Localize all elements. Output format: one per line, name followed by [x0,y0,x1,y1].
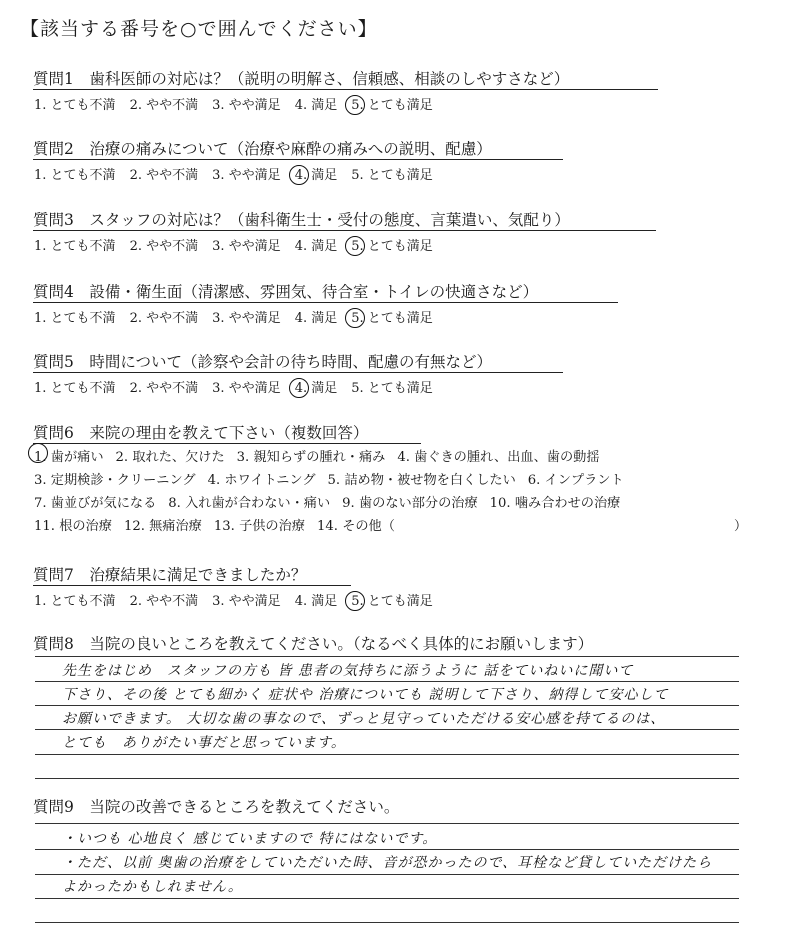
reason-label: 無痛治療 [149,519,202,534]
q9-answer-line: ・いつも 心地良く 感じていますので 特にはないです。 [62,831,438,847]
q6-reason[interactable] [237,446,386,469]
option-label: やや満足 [228,168,281,183]
reason-number: 3. [34,473,47,488]
reason-label: 噛み合わせの治療 [514,496,621,511]
reason-number: 3. [236,450,250,465]
option-4[interactable] [295,307,338,326]
q6-reason[interactable] [317,515,395,538]
reason-number: 12. [123,519,145,534]
option-label: やや不満 [146,239,199,254]
q8-answer-line: 先生をはじめ スタッフの方も 皆 患者の気持ちに添うように 話をていねいに聞いて [62,663,634,679]
option-number: 4. [294,239,308,254]
q2-options [34,164,447,183]
page-header: 【該当する番号を○で囲んでください】 [20,18,378,40]
option-number: 3. [212,381,225,396]
answer-ruled-line [35,823,739,824]
option-label: やや満足 [228,311,281,326]
option-label: やや不満 [146,594,199,609]
q1-title: 質問1 歯科医師の対応は？（説明の明解さ、信頼感、相談のしやすさなど） [33,70,570,88]
reason-label: 歯並びが気になる [50,496,157,511]
option-label: 満足 [311,381,338,396]
reason-label: 根の治療 [59,519,112,534]
option-5[interactable] [351,377,433,396]
option-1[interactable] [34,377,116,396]
option-number: 5. [351,311,364,326]
q6-reason[interactable] [397,446,599,469]
q6-reason[interactable] [342,492,477,515]
reason-label: 入れ歯が合わない・痛い [185,496,331,511]
option-2[interactable] [130,164,199,183]
q1-underline [33,89,658,90]
option-5[interactable] [351,590,433,609]
option-2[interactable] [130,94,199,113]
reason-label: 子供の治療 [239,519,305,534]
option-label: やや不満 [146,98,199,113]
option-number: 1. [34,239,47,254]
option-label: とても満足 [367,98,433,113]
reason-label: 歯が痛い [50,450,104,465]
reason-number: 8. [168,496,181,511]
answer-ruled-line [35,705,739,706]
option-label: とても満足 [367,239,433,254]
option-label: とても満足 [367,168,433,183]
option-number: 1. [34,168,47,183]
reason-label: その他（ [342,519,395,534]
option-label: やや満足 [228,98,281,113]
option-number: 4. [294,381,308,396]
q6-reason[interactable] [214,515,305,538]
reason-label: ホワイトニング [224,473,316,488]
q6-row [34,515,748,538]
option-2[interactable] [130,235,199,254]
q8-answer-line: とても ありがたい事だと思っています。 [62,735,346,751]
q2-underline [33,159,563,160]
answer-ruled-line [35,681,739,682]
option-number: 2. [129,168,142,183]
option-1[interactable] [34,164,116,183]
q7-options [34,590,447,609]
q9-answer-line: よかったかもしれません。 [62,879,243,895]
reason-label: インプラント [544,473,624,488]
option-number: 1. [34,594,47,609]
option-number: 5. [351,594,364,609]
option-4[interactable] [295,94,338,113]
option-number: 5. [351,381,364,396]
reason-label: 定期検診・クリーニング [50,473,196,488]
option-1[interactable] [34,307,116,326]
reason-label: 歯ぐきの腫れ、出血、歯の動揺 [414,450,600,465]
answer-ruled-line [35,849,739,850]
option-number: 4. [294,98,308,113]
reason-number: 14. [317,519,338,534]
q5-underline [33,372,563,373]
option-number: 2. [129,98,142,113]
q9-answer-line: ・ただ、以前 奥歯の治療をしていただいた時、音が恐かったので、耳栓など貸していただけたら [62,855,713,871]
option-label: 満足 [311,168,338,183]
option-number: 3. [212,168,225,183]
reason-number: 6. [527,473,541,488]
answer-ruled-line [35,778,739,779]
option-label: 満足 [311,594,338,609]
option-label: とても不満 [50,381,116,396]
option-number: 4. [294,594,308,609]
option-number: 3. [212,98,225,113]
q3-options [34,235,447,254]
option-label: とても満足 [367,311,433,326]
reason-number: 1. [34,450,47,465]
reason-number: 11. [34,519,55,534]
option-number: 3. [212,311,225,326]
option-label: 満足 [311,311,338,326]
q6-reason[interactable] [34,515,112,538]
option-3[interactable] [212,377,281,396]
option-number: 1. [34,98,47,113]
reason-label: 歯のない部分の治療 [358,496,478,511]
q1-options [34,94,447,113]
q6-title: 質問6 来院の理由を教えて下さい（複数回答） [33,424,369,442]
answer-ruled-line [35,729,739,730]
answer-ruled-line [35,754,739,755]
option-label: とても不満 [50,98,116,113]
answer-ruled-line [35,898,739,899]
option-3[interactable] [212,590,281,609]
q4-options [34,307,447,326]
option-2[interactable] [130,590,199,609]
option-label: とても不満 [50,239,116,254]
option-2[interactable] [130,377,199,396]
q2-title: 質問2 治療の痛みについて（治療や麻酔の痛みへの説明、配慮） [33,140,492,158]
option-label: やや満足 [228,594,281,609]
q5-title: 質問5 時間について（診察や会計の待ち時間、配慮の有無など） [33,353,493,371]
q4-underline [33,302,618,303]
option-label: とても満足 [367,381,433,396]
reason-label: 詰め物・被せ物を白くしたい [344,473,516,488]
option-label: やや満足 [228,239,281,254]
q7-title: 質問7 治療結果に満足できましたか？ [33,566,307,584]
option-number: 5. [351,168,364,183]
q9-title: 質問9 当院の改善できるところを教えてください。 [33,798,400,816]
option-3[interactable] [212,164,281,183]
option-label: 満足 [311,239,338,254]
q4-title: 質問4 設備・衛生面（清潔感、雰囲気、待合室・トイレの快適さなど） [33,283,539,301]
q8-answer-line: お願いできます。 大切な歯の事なので、ずっと見守っていただける安心感を持てるのは、 [62,711,666,727]
q6-row [34,469,636,492]
option-number: 3. [212,239,225,254]
option-number: 5. [351,239,364,254]
q6-reason[interactable] [490,492,621,515]
option-number: 4. [294,311,308,326]
reason-number: 4. [397,450,410,465]
q3-underline [33,230,656,231]
option-5[interactable] [351,307,433,326]
q6-row [34,446,636,469]
option-3[interactable] [212,307,281,326]
answer-ruled-line [35,656,739,657]
option-5[interactable] [351,164,433,183]
option-4[interactable] [295,590,338,609]
option-number: 1. [34,381,47,396]
q6-reason[interactable] [168,492,330,515]
q3-title: 質問3 スタッフの対応は？（歯科衛生士・受付の態度、言葉遣い、気配り） [33,211,570,229]
option-number: 4. [294,168,308,183]
q6-reason[interactable] [528,469,624,492]
q6-reason[interactable] [34,492,156,515]
q6-reason[interactable] [328,469,516,492]
q8-title: 質問8 当院の良いところを教えてください。（なるべく具体的にお願いします） [33,635,594,653]
option-number: 1. [34,311,47,326]
option-label: やや満足 [228,381,281,396]
reason-number: 5. [327,473,341,488]
q8-answer-line: 下さり、その後 とても細かく 症状や 治療についても 説明して下さり、納得して安心して [62,687,669,703]
option-label: とても不満 [50,594,116,609]
option-4[interactable] [295,164,338,183]
option-2[interactable] [130,307,199,326]
q6-reason[interactable] [208,469,316,492]
option-1[interactable] [34,94,116,113]
option-number: 2. [129,239,142,254]
reason-number: 9. [342,496,355,511]
option-label: とても不満 [50,168,116,183]
option-4[interactable] [295,235,338,254]
option-number: 5. [351,98,364,113]
answer-ruled-line [35,922,739,923]
q6-reason[interactable] [124,515,202,538]
q5-options [34,377,447,396]
reason-number: 7. [34,496,47,511]
option-number: 2. [129,311,142,326]
q6-reason[interactable] [116,446,225,469]
option-1[interactable] [34,235,116,254]
option-label: とても満足 [367,594,433,609]
option-5[interactable] [351,235,433,254]
reason-label: 親知らずの腫れ・痛み [253,450,386,465]
option-label: やや不満 [146,311,199,326]
option-label: 満足 [311,98,338,113]
reason-number: 13. [213,519,235,534]
q6-row [34,492,636,515]
reason-label: 取れた、欠けた [132,450,225,465]
reason-number: 4. [207,473,221,488]
answer-ruled-line [35,874,739,875]
option-label: やや不満 [146,381,199,396]
reason-number: 10. [489,496,511,511]
reason-number: 2. [115,450,129,465]
option-number: 3. [212,594,225,609]
q6-underline [33,443,421,444]
option-3[interactable] [212,235,281,254]
option-1[interactable] [34,590,116,609]
option-5[interactable] [351,94,433,113]
q6-reason[interactable] [34,469,196,492]
option-3[interactable] [212,94,281,113]
option-4[interactable] [295,377,338,396]
other-close-paren: ） [734,519,748,534]
option-label: やや不満 [146,168,199,183]
option-label: とても不満 [50,311,116,326]
q7-underline [33,585,351,586]
option-number: 2. [129,381,142,396]
option-number: 2. [129,594,142,609]
